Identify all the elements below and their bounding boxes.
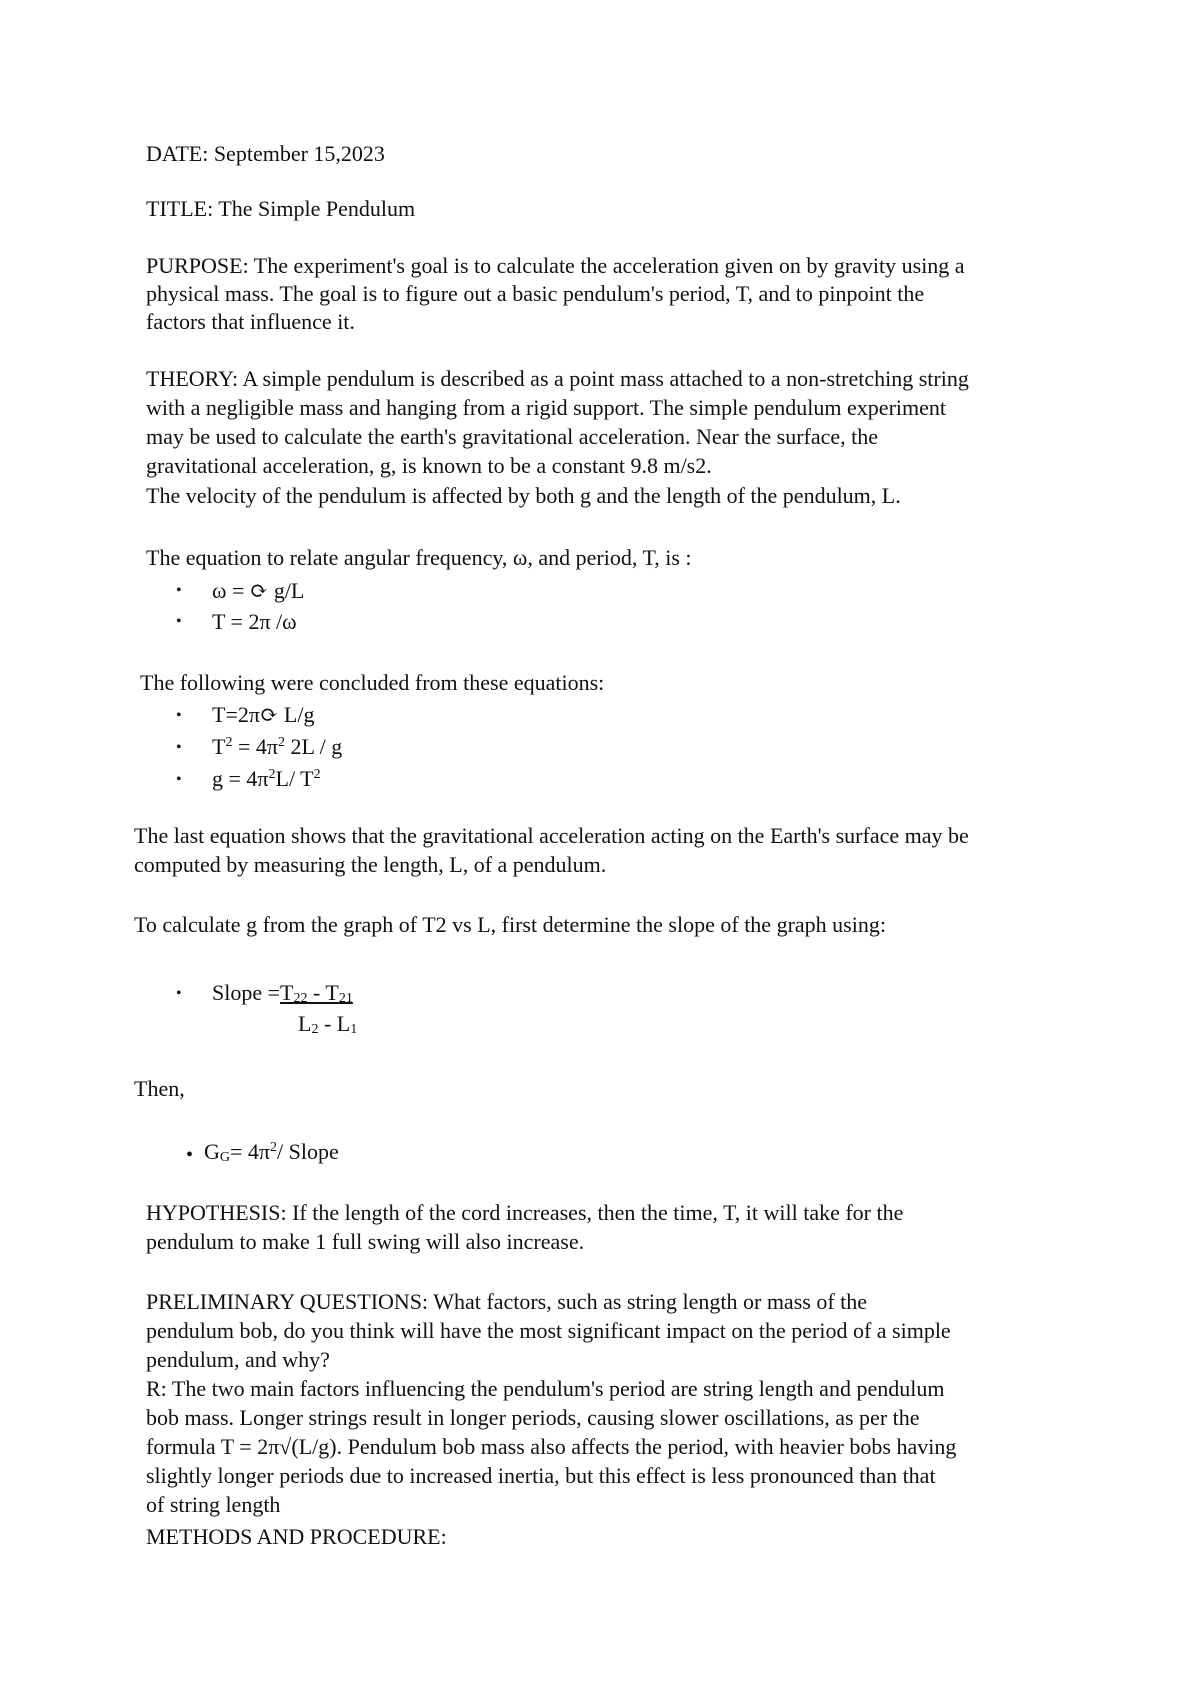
purpose-line-3: factors that influence it. — [146, 309, 355, 334]
hypothesis-line-1: HYPOTHESIS: If the length of the cord increases, then the time, T, it will take for the — [146, 1200, 904, 1225]
theory-line-1: THEORY: A simple pendulum is described as a point mass attached to a non-stretching string — [146, 366, 969, 391]
equation-t-sqrt: T=2π⟳ L/g — [212, 702, 315, 727]
theory-line-3: may be used to calculate the earth's gravitational acceleration. Near the surface, the — [146, 424, 879, 449]
preliminary-line-8: of string length — [146, 1492, 281, 1517]
eq-subscript: 22 — [293, 991, 308, 1006]
title-line: TITLE: The Simple Pendulum — [146, 196, 416, 221]
last-eq-line-1: The last equation shows that the gravitational acceleration acting on the Earth's surface may be — [134, 823, 969, 848]
concluded-intro: The following were concluded from these equations: — [140, 670, 605, 695]
eq-text: - L — [318, 1011, 351, 1036]
preliminary-line-5: bob mass. Longer strings result in longer periods, causing slower oscillations, as per the — [146, 1405, 920, 1430]
purpose-line-2: physical mass. The goal is to figure out a basic pendulum's period, T, and to pinpoint the — [146, 281, 925, 306]
preliminary-line-6: formula T = 2π√(L/g). Pendulum bob mass also affects the period, with heavier bobs having — [146, 1434, 957, 1459]
hypothesis-line-2: pendulum to make 1 full swing will also increase. — [146, 1229, 585, 1254]
eq-text: T — [212, 734, 226, 759]
theory-line-5: The velocity of the pendulum is affected by both g and the length of the pendulum, L. — [146, 483, 901, 508]
slope-denominator — [298, 1013, 357, 1035]
equation-period: T = 2π /ω — [212, 609, 297, 634]
bullet-marker: • — [176, 613, 182, 630]
eq-text: / Slope — [277, 1139, 339, 1164]
theory-line-2: with a negligible mass and hanging from a rigid support. The simple pendulum experiment — [146, 395, 946, 420]
equation-intro: The equation to relate angular frequency, ω, and period, T, is : — [146, 545, 692, 570]
preliminary-line-7: slightly longer periods due to increased inertia, but this effect is less pronounced than that — [146, 1463, 936, 1488]
theory-line-4: gravitational acceleration, g, is known to be a constant 9.8 m/s2. — [146, 453, 712, 478]
g-equation — [204, 1141, 339, 1163]
then-label: Then, — [134, 1076, 185, 1101]
eq-text: G — [204, 1139, 220, 1164]
eq-subscript: 2 — [311, 1022, 319, 1037]
eq-subscript: 21 — [338, 991, 353, 1006]
eq-subscript: 1 — [350, 1022, 358, 1037]
eq-exponent: 2 — [313, 767, 321, 782]
slope-numerator — [280, 980, 353, 1005]
eq-text: L/ T — [275, 766, 314, 791]
bullet-marker: • — [176, 582, 182, 599]
bullet-marker: • — [176, 739, 182, 756]
equation-g — [212, 768, 321, 790]
bullet-marker: • — [176, 985, 182, 1002]
purpose-line-1: PURPOSE: The experiment's goal is to calculate the acceleration given on by gravity using a — [146, 253, 965, 278]
equation-t-squared — [212, 736, 342, 758]
eq-text: 2L / g — [284, 734, 343, 759]
eq-text: = 4π — [230, 1139, 271, 1164]
eq-text: g = 4π — [212, 766, 269, 791]
bullet-marker: • — [186, 1144, 194, 1166]
methods-heading: METHODS AND PROCEDURE: — [146, 1524, 447, 1549]
eq-text: T — [280, 980, 294, 1005]
eq-exponent: 2 — [268, 767, 276, 782]
slope-label: Slope = — [212, 980, 281, 1005]
preliminary-line-3: pendulum, and why? — [146, 1347, 330, 1372]
eq-exponent: 2 — [225, 735, 233, 750]
bullet-marker: • — [176, 771, 182, 788]
equation-omega: ω = ⟳ g/L — [212, 578, 305, 603]
preliminary-line-4: R: The two main factors influencing the pendulum's period are string length and pendulum — [146, 1376, 945, 1401]
preliminary-line-1: PRELIMINARY QUESTIONS: What factors, such as string length or mass of the — [146, 1289, 868, 1314]
eq-exponent: 2 — [277, 735, 285, 750]
eq-text: - T — [307, 980, 339, 1005]
eq-text: = 4π — [232, 734, 278, 759]
eq-subscript: G — [219, 1150, 231, 1165]
eq-exponent: 2 — [270, 1140, 278, 1155]
preliminary-line-2: pendulum bob, do you think will have the most significant impact on the period of a simple — [146, 1318, 951, 1343]
date-line: DATE: September 15,2023 — [146, 141, 385, 166]
eq-text: L — [298, 1011, 312, 1036]
slope-equation — [212, 982, 353, 1004]
calc-intro: To calculate g from the graph of T2 vs L, first determine the slope of the graph using: — [134, 912, 886, 937]
bullet-marker: • — [176, 707, 182, 724]
last-eq-line-2: computed by measuring the length, L, of a pendulum. — [134, 852, 607, 877]
